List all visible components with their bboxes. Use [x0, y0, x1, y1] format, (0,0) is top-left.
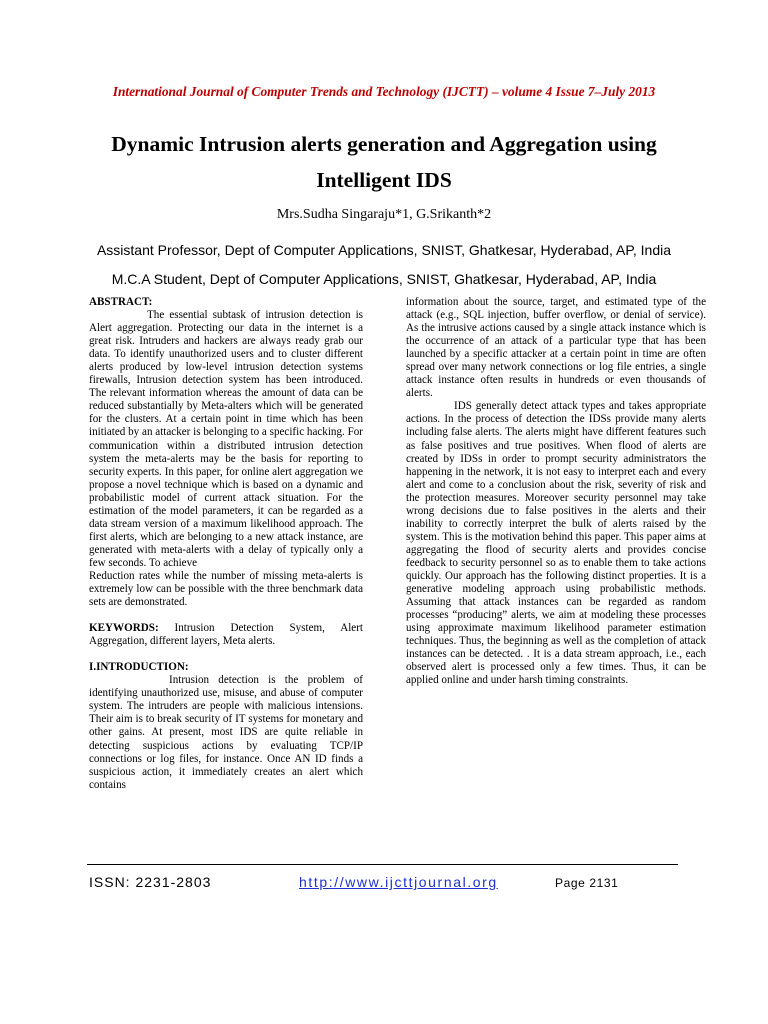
right-column — [406, 296, 706, 687]
affiliation-1: Assistant Professor, Dept of Computer Applications, SNIST, Ghatkesar, Hyderabad, AP, India — [96, 242, 672, 258]
footer-page-number: Page 2131 — [555, 876, 619, 890]
title-line-2: Intelligent IDS — [316, 168, 452, 192]
left-column — [89, 296, 363, 792]
introduction-paragraph-1: Intrusion detection is the problem of identifying unauthorized use, misuse, and abuse of computer system. The intruders are people with malicious intensions. Their aim is to break security of IT systems for monetary and other gains. At present, most IDS are quite reliable in detecting suspicious actions by evaluating TCP/IP connections or log files, for instance. Once AN ID finds a suspicious action, it immediately creates an alert which contains — [89, 674, 363, 791]
footer-journal-link[interactable]: http://www.ijcttjournal.org — [299, 874, 498, 890]
keywords-text: Intrusion Detection System, Alert Aggregation, different layers, Meta alerts. — [89, 622, 363, 648]
authors: Mrs.Sudha Singaraju*1, G.Srikanth*2 — [276, 207, 492, 222]
abstract-paragraph-2: Reduction rates while the number of missing meta-alerts is extremely low can be possible with the three benchmark data sets are demonstrated. — [89, 569, 363, 609]
paper-title — [60, 126, 708, 198]
right-paragraph-2: IDS generally detect attack types and takes appropriate actions. In the process of detection the IDSs provide many alerts including false alerts. The alerts might have different features such as false positives and true positives. When flood of alerts are created by IDSs in order to prompt security administrators the happening in the network, it is not easy to interpret each and every alert and come to a conclusion about the risk, severity of risk and the protection measures. Moreover security personnel may take wrong decisions due to false positives in the alerts and their inability to correctly interpret the bulk of alerts raised by the system. This is the motivation behind this paper. This paper aims at aggregating the flood of security alerts and provides concise feedback to security personnel so as to enable them to take actions quickly. Our approach has the following distinct properties. It is a generative modeling approach using probabilistic methods. Assuming that attack instances can be regarded as random processes “producing” alerts, we aim at modeling these processes using approximate maximum likelihood parameter estimation techniques. Thus, the beginning as well as the completion of attack instances can be detected. . It is a data stream approach, i.e., each observed alert is processed only a few times. Thus, it can be applied online and under harsh timing constraints. — [406, 400, 706, 687]
keywords-label: KEYWORDS: — [89, 622, 159, 635]
title-line-1: Dynamic Intrusion alerts generation and Aggregation using — [111, 132, 657, 156]
right-paragraph-1: information about the source, target, and estimated type of the attack (e.g., SQL injection, buffer overflow, or denial of service). As the intrusive actions caused by a single attack instance which is the occurrence of an attack of a particular type that has been launched by a specific attacker at a certain point in time are often spread over many network connections or log file entries, a single attack instance often results in hundreds or even thousands of alerts. — [406, 296, 706, 400]
keywords — [89, 622, 363, 648]
footer-divider — [87, 864, 678, 865]
affiliation-2: M.C.A Student, Dept of Computer Applications, SNIST, Ghatkesar, Hyderabad, AP, India — [111, 271, 657, 287]
journal-header: International Journal of Computer Trends and Technology (IJCTT) – volume 4 Issue 7–July 2013 — [112, 84, 656, 99]
introduction-heading: I.INTRODUCTION: — [89, 661, 189, 674]
footer-issn: ISSN: 2231-2803 — [89, 874, 212, 890]
abstract-paragraph-1: The essential subtask of intrusion detection is Alert aggregation. Protecting our data in the internet is a great risk. Intruders and hackers are always ready grab our data. To identify unauthorized users and to cluster different alerts produced by low-level intrusion detection systems firewalls, Intrusion detection system has been introduced. The relevant information whereas the amount of data can be reduced substantially by Meta-alters which will be generated for the clusters. At a certain point in time which has been initiated by an attacker is belonging to a specific hacking. For communication within a distributed intrusion detection system the meta-alerts may be the basis for reporting to security experts. In this paper, for online alert aggregation we propose a novel technique which is based on a dynamic and probabilistic model of current attack situation. For the estimation of the model parameters, it can be regarded as a data stream version of a maximum likelihood approach. The first alerts, which are belonging to a new attack instance, are generated with meta-alerts with a delay of typically only a few seconds. To achieve — [89, 309, 363, 569]
abstract-heading: ABSTRACT: — [89, 296, 153, 308]
